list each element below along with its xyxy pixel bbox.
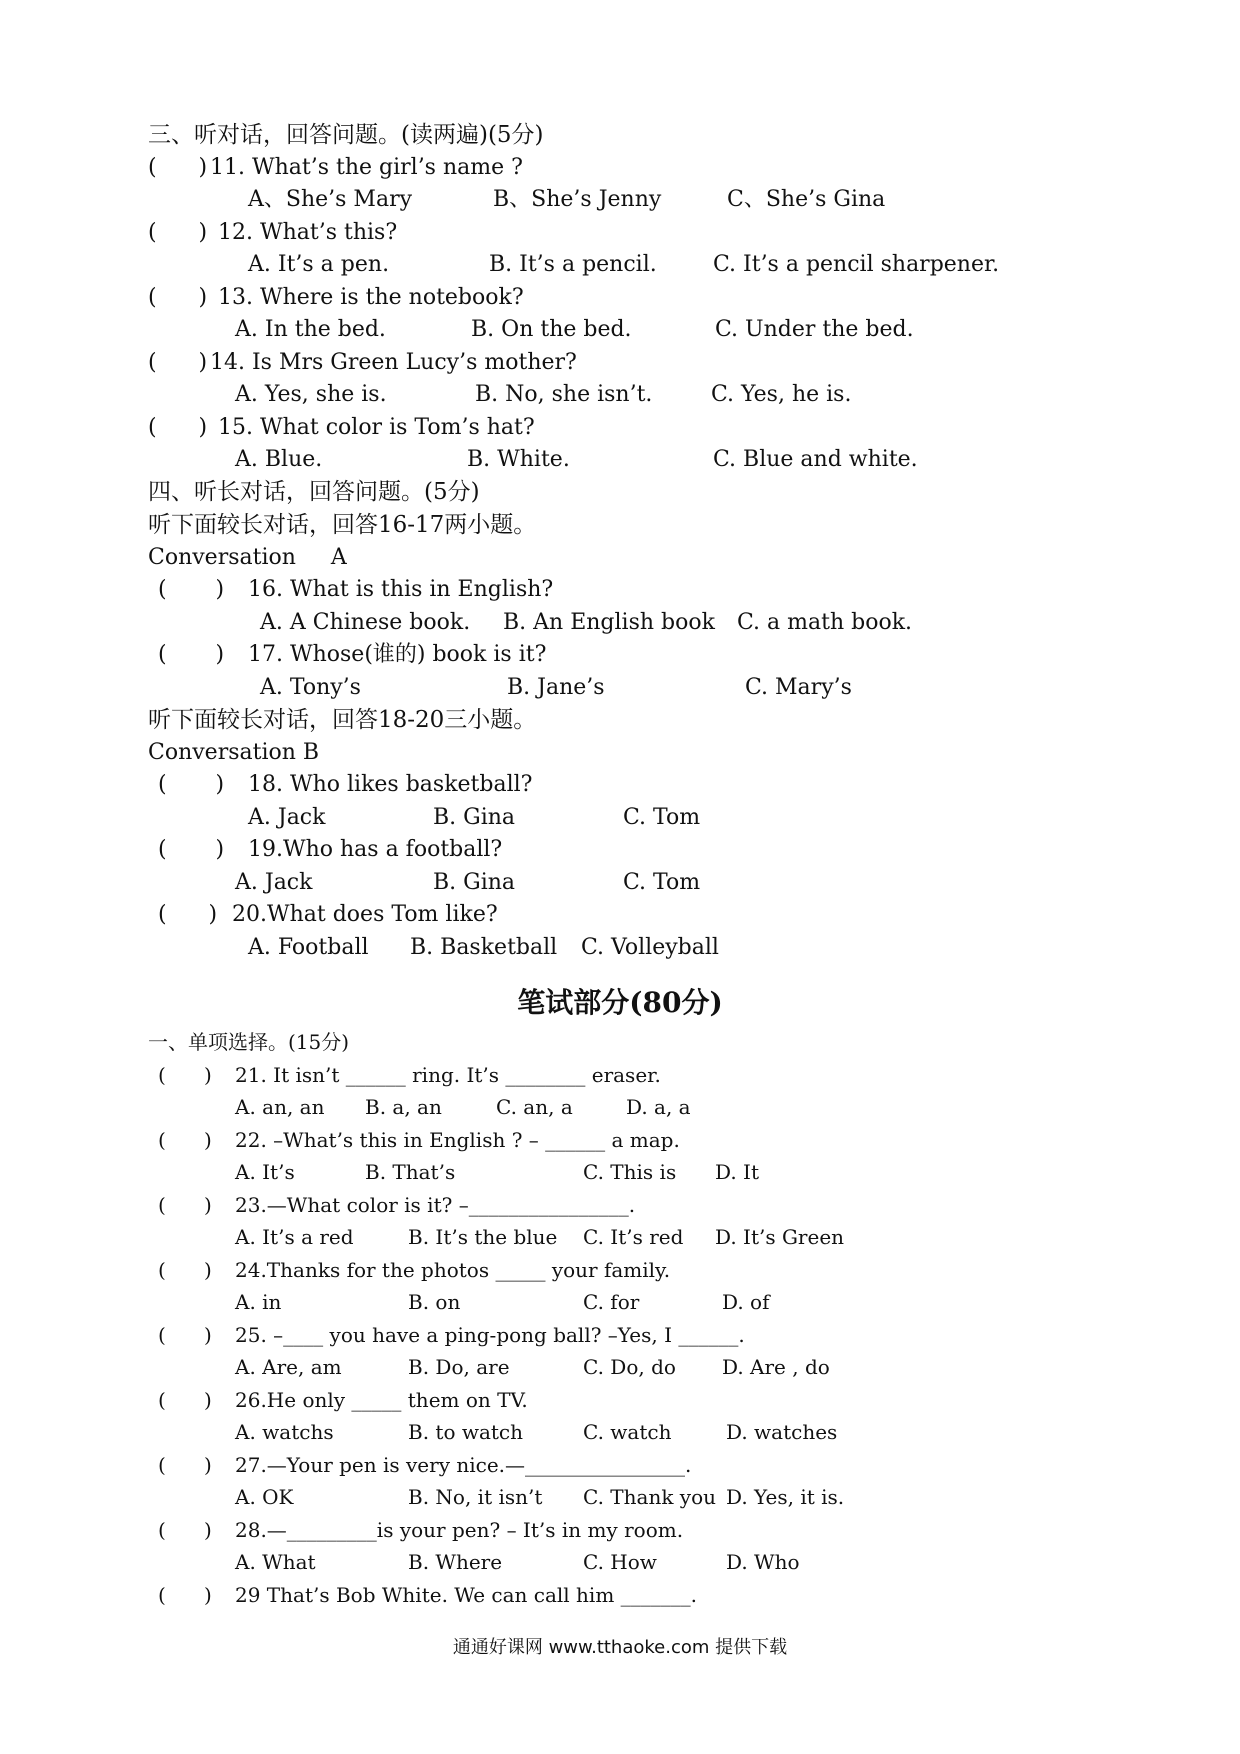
q21-text: 21. It isn’t ______ ring. It’s ________ eraser. [235, 1063, 661, 1087]
q27-bracket: ( ) [158, 1453, 212, 1477]
q22-option-a: A. It’s [235, 1160, 295, 1184]
section-3-heading: 三、听对话，回答问题。(读两遍)(5分) [148, 122, 544, 148]
q14-option-c: C. Yes, he is. [711, 382, 852, 407]
q20-option-b: B. Basketball [410, 935, 558, 960]
q14-text: 14. Is Mrs Green Lucy’s mother? [210, 350, 577, 375]
q12-option-c: C. It’s a pencil sharpener. [713, 252, 1000, 277]
q19-option-a: A. Jack [235, 870, 313, 895]
q19-bracket: ( ) [158, 837, 225, 862]
q11-option-c: C、She’s Gina [727, 187, 886, 212]
q27-option-c: C. Thank you [583, 1485, 717, 1509]
page-footer: 通通好课网 www.tthaoke.com 提供下载 [452, 1637, 788, 1658]
q24-option-b: B. on [408, 1290, 461, 1314]
q13-option-c: C. Under the bed. [715, 317, 914, 342]
q23-option-b: B. It’s the blue [408, 1225, 558, 1249]
q13-option-a: A. In the bed. [235, 317, 386, 342]
q25-text: 25. –____ you have a ping-pong ball? –Yes, I ______. [235, 1323, 745, 1347]
q24-option-a: A. in [235, 1290, 282, 1314]
q16-option-c: C. a math book. [737, 610, 913, 635]
written-part-title: 笔试部分(80分) [517, 986, 723, 1019]
q26-option-a: A. watchs [235, 1420, 334, 1444]
q19-option-c: C. Tom [623, 870, 701, 895]
q20-text: 20.What does Tom like? [232, 902, 498, 927]
q15-option-b: B. White. [467, 447, 570, 472]
q20-bracket: ( ) [158, 902, 218, 927]
q25-option-a: A. Are, am [235, 1355, 342, 1379]
q18-bracket: ( ) [158, 772, 225, 797]
q18-option-a: A. Jack [248, 805, 326, 830]
q28-option-c: C. How [583, 1550, 657, 1574]
q15-option-c: C. Blue and white. [713, 447, 918, 472]
q16-bracket: ( ) [158, 577, 225, 602]
q22-option-d: D. It [715, 1160, 759, 1184]
q24-text: 24.Thanks for the photos _____ your family. [235, 1258, 671, 1282]
q26-text: 26.He only _____ them on TV. [235, 1388, 528, 1412]
q18-option-b: B. Gina [433, 805, 516, 830]
q12-text: 12. What’s this? [218, 220, 398, 245]
q19-option-b: B. Gina [433, 870, 516, 895]
q27-option-d: D. Yes, it is. [726, 1485, 845, 1509]
q17-text: 17. Whose(谁的) book is it? [248, 642, 547, 667]
q27-option-b: B. No, it isn’t [408, 1485, 543, 1509]
q20-option-a: A. Football [248, 935, 369, 960]
q11-bracket: ( ) [148, 155, 208, 180]
q25-option-b: B. Do, are [408, 1355, 510, 1379]
section-4-heading: 四、听长对话，回答问题。(5分) [148, 479, 480, 505]
q26-option-c: C. watch [583, 1420, 672, 1444]
q12-option-a: A. It’s a pen. [248, 252, 390, 277]
q22-option-b: B. That’s [365, 1160, 456, 1184]
q22-option-c: C. This is [583, 1160, 677, 1184]
q13-bracket: ( ) [148, 285, 208, 310]
q15-option-a: A. Blue. [235, 447, 323, 472]
q15-bracket: ( ) [148, 415, 208, 440]
q28-bracket: ( ) [158, 1518, 212, 1542]
q15-text: 15. What color is Tom’s hat? [218, 415, 535, 440]
q17-bracket: ( ) [158, 642, 225, 667]
q22-text: 22. –What’s this in English ? – ______ a map. [235, 1128, 680, 1152]
q26-option-d: D. watches [726, 1420, 838, 1444]
q22-bracket: ( ) [158, 1128, 212, 1152]
intro-conversation-a: 听下面较长对话，回答16-17两小题。 [148, 512, 537, 538]
q13-option-b: B. On the bed. [471, 317, 632, 342]
q14-bracket: ( ) [148, 350, 208, 375]
q21-option-d: D. a, a [626, 1095, 691, 1119]
q19-text: 19.Who has a football? [248, 837, 503, 862]
q24-option-d: D. of [722, 1290, 770, 1314]
q28-option-b: B. Where [408, 1550, 503, 1574]
conversation-a-label: Conversation A [148, 545, 347, 570]
conversation-b-label: Conversation B [148, 740, 320, 765]
q21-option-c: C. an, a [496, 1095, 573, 1119]
q12-option-b: B. It’s a pencil. [489, 252, 657, 277]
q28-text: 28.—_________is your pen? – It’s in my room. [235, 1518, 684, 1542]
q16-option-b: B. An English book [503, 610, 715, 635]
q11-text: 11. What’s the girl’s name ? [210, 155, 523, 180]
q11-option-b: B、She’s Jenny [493, 187, 662, 212]
q17-option-a: A. Tony’s [260, 675, 361, 700]
q29-text: 29 That’s Bob White. We can call him _______. [235, 1583, 698, 1607]
q26-option-b: B. to watch [408, 1420, 524, 1444]
q20-option-c: C. Volleyball [581, 935, 719, 960]
q13-text: 13. Where is the notebook? [218, 285, 524, 310]
q17-option-c: C. Mary’s [745, 675, 852, 700]
q11-option-a: A、She’s Mary [248, 187, 413, 212]
q25-option-c: C. Do, do [583, 1355, 676, 1379]
q23-option-a: A. It’s a red [235, 1225, 354, 1249]
q29-bracket: ( ) [158, 1583, 212, 1607]
q23-option-d: D. It’s Green [715, 1225, 845, 1249]
q24-bracket: ( ) [158, 1258, 212, 1282]
q18-option-c: C. Tom [623, 805, 701, 830]
q14-option-b: B. No, she isn’t. [475, 382, 653, 407]
q28-option-d: D. Who [726, 1550, 800, 1574]
intro-conversation-b: 听下面较长对话，回答18-20三小题。 [148, 707, 537, 733]
q23-option-c: C. It’s red [583, 1225, 684, 1249]
q24-option-c: C. for [583, 1290, 640, 1314]
q25-option-d: D. Are , do [722, 1355, 830, 1379]
q27-text: 27.—Your pen is very nice.—________________. [235, 1453, 692, 1477]
q23-text: 23.—What color is it? –________________. [235, 1193, 636, 1217]
q26-bracket: ( ) [158, 1388, 212, 1412]
q23-bracket: ( ) [158, 1193, 212, 1217]
q21-option-b: B. a, an [365, 1095, 442, 1119]
q21-bracket: ( ) [158, 1063, 212, 1087]
q28-option-a: A. What [235, 1550, 316, 1574]
q14-option-a: A. Yes, she is. [235, 382, 387, 407]
written-section-1-heading: 一、单项选择。(15分) [148, 1030, 350, 1054]
q17-option-b: B. Jane’s [507, 675, 605, 700]
q18-text: 18. Who likes basketball? [248, 772, 533, 797]
q12-bracket: ( ) [148, 220, 208, 245]
q25-bracket: ( ) [158, 1323, 212, 1347]
q21-option-a: A. an, an [235, 1095, 325, 1119]
q27-option-a: A. OK [235, 1485, 294, 1509]
q16-text: 16. What is this in English? [248, 577, 554, 602]
q16-option-a: A. A Chinese book. [260, 610, 471, 635]
